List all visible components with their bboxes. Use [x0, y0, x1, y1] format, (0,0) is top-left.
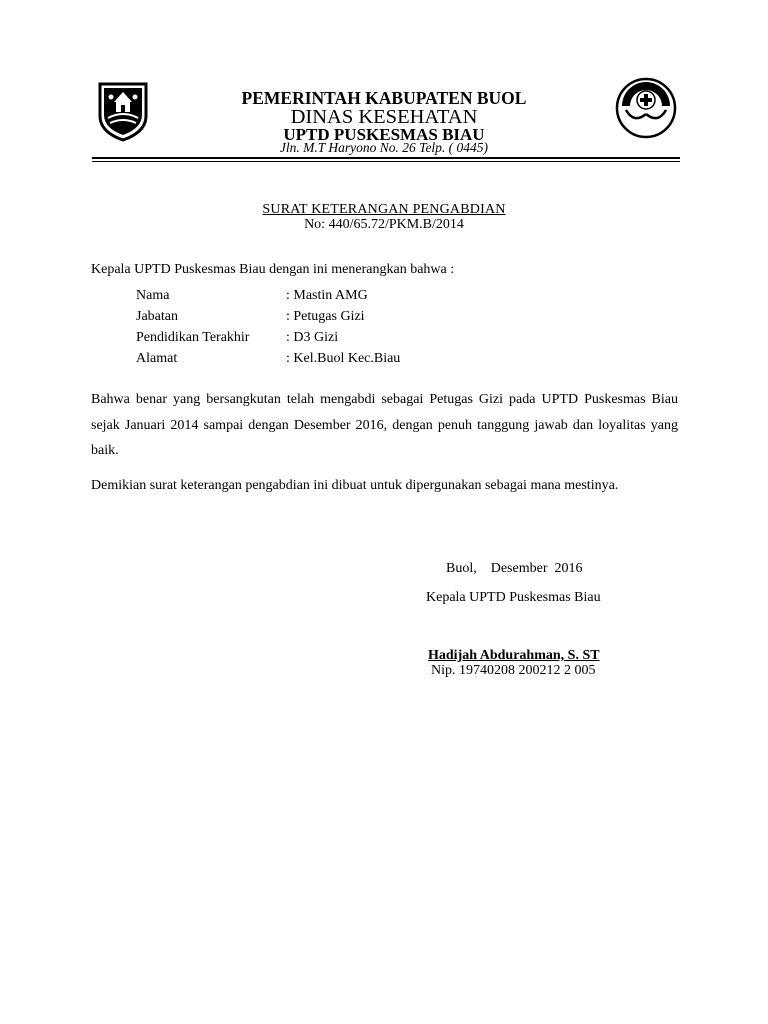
letter-title: SURAT KETERANGAN PENGABDIAN [262, 202, 506, 217]
header-unit: UPTD PUSKESMAS BIAU [283, 125, 485, 144]
header-divider-thin [92, 161, 680, 162]
field-value-position: : Petugas Gizi [286, 309, 365, 324]
field-value-name: : Mastin AMG [286, 288, 368, 303]
signature-title: Kepala UPTD Puskesmas Biau [426, 590, 601, 605]
field-value-address: : Kel.Buol Kec.Biau [286, 351, 401, 366]
field-label-address: Alamat [136, 351, 178, 366]
header-department: DINAS KESEHATAN [290, 106, 478, 128]
signature-name: Hadijah Abdurahman, S. ST [428, 648, 600, 663]
letter-closing: Demikian surat keterangan pengabdian ini dibuat untuk dipergunakan sebagai mana mestinya. [91, 478, 619, 493]
letter-body: Bahwa benar yang bersangkutan telah mengabdi sebagai Petugas Gizi pada UPTD Puskesmas Biau sejak Januari 2014 sampai dengan Desember 2016, dengan penuh tanggung jawab dan loyalitas yang baik. [91, 392, 678, 458]
field-label-position: Jabatan [136, 309, 178, 324]
header-address: Jln. M.T Haryono No. 26 Telp. ( 0445) [279, 140, 489, 155]
header-divider [92, 157, 680, 159]
signature-nip: Nip. 19740208 200212 2 005 [431, 663, 596, 678]
letter-number: No: 440/65.72/PKM.B/2014 [304, 217, 464, 232]
field-label-education: Pendidikan Terakhir [136, 330, 250, 345]
field-label-name: Nama [136, 288, 170, 303]
header-government: PEMERINTAH KABUPATEN BUOL [241, 88, 527, 108]
signature-place-date: Buol, Desember 2016 [446, 561, 583, 576]
field-value-education: : D3 Gizi [286, 330, 339, 345]
letter-intro: Kepala UPTD Puskesmas Biau dengan ini menerangkan bahwa : [91, 262, 455, 277]
